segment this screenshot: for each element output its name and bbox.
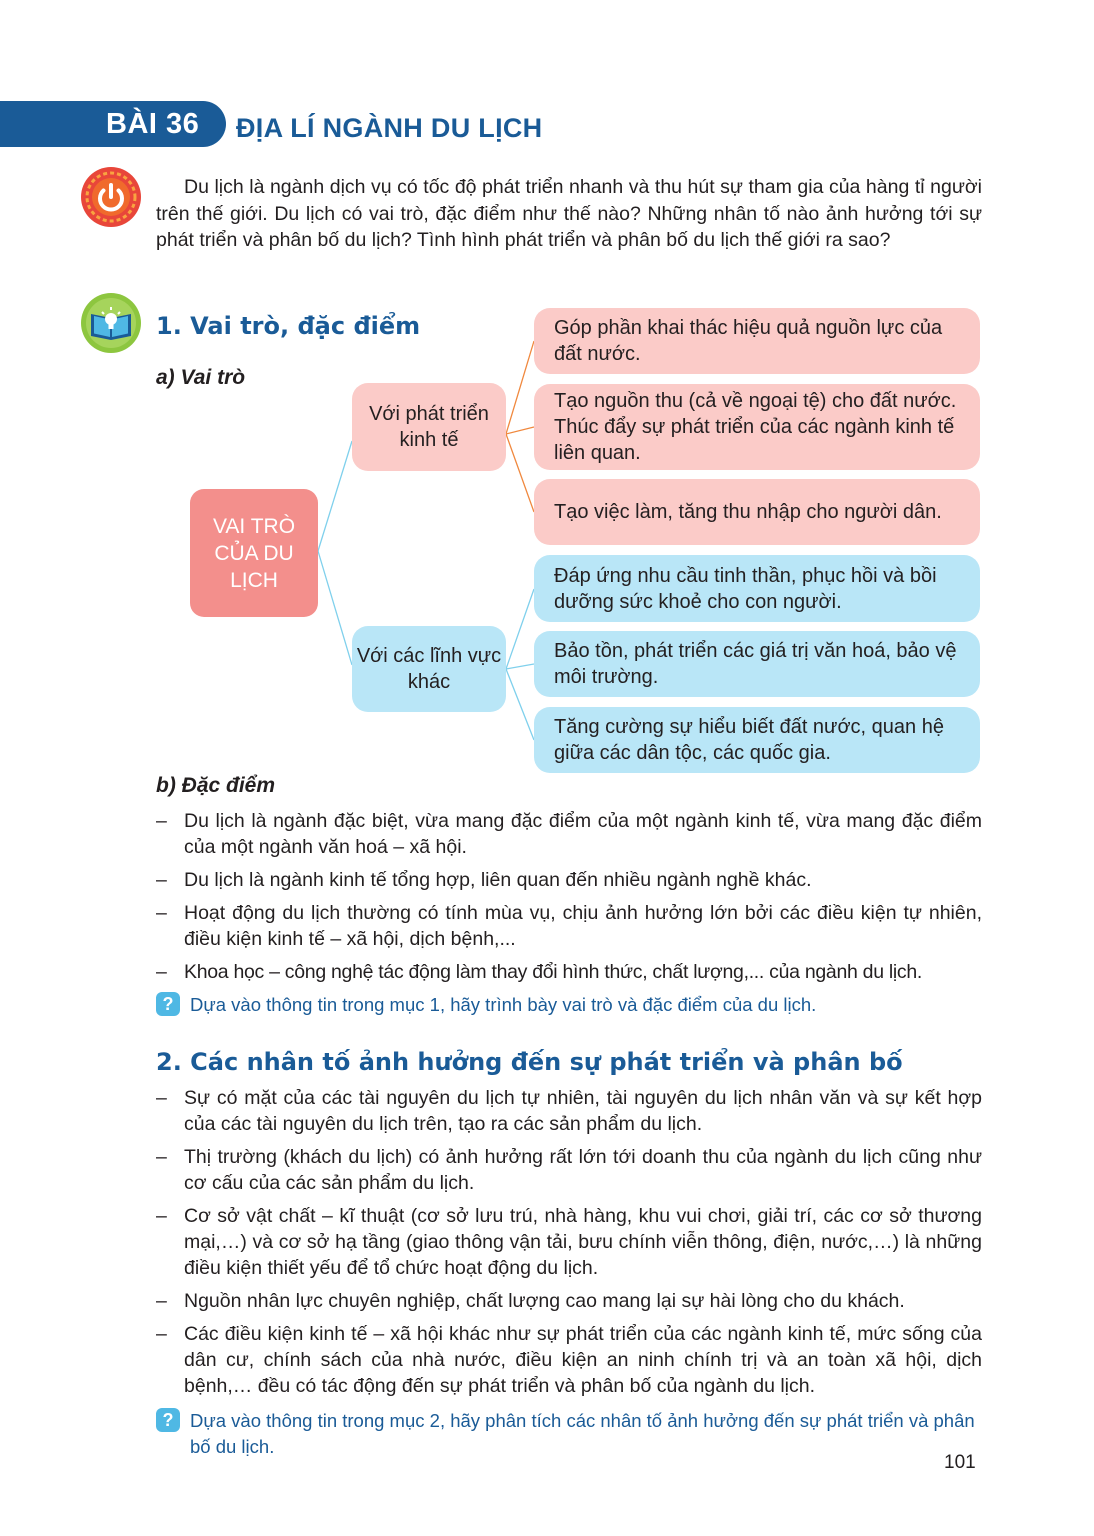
question-icon: ? bbox=[156, 1408, 180, 1432]
list-item bbox=[156, 959, 982, 985]
question-icon: ? bbox=[156, 992, 180, 1016]
list-dash: – bbox=[156, 1205, 167, 1227]
economy-item-2: Tạo nguồn thu (cả về ngoại tệ) cho đất nước. Thúc đẩy sự phát triển của các ngành kinh tế liên quan. bbox=[534, 384, 980, 470]
list-dash: – bbox=[156, 1146, 167, 1168]
connector-root-economy bbox=[318, 441, 352, 551]
connector-other-2 bbox=[506, 664, 534, 669]
mindmap-other-node: Với các lĩnh vực khác bbox=[352, 626, 506, 712]
lesson-tab bbox=[0, 101, 226, 147]
section-1-heading: 1. Vai trò, đặc điểm bbox=[156, 312, 421, 340]
list-item-text: Du lịch là ngành đặc biệt, vừa mang đặc điểm của một ngành kinh tế, vừa mang đặc điểm của một ngành văn hoá – xã hội. bbox=[184, 810, 982, 858]
list-item bbox=[156, 867, 982, 893]
list-item-text: Cơ sở vật chất – kĩ thuật (cơ sở lưu trú, nhà hàng, khu vui chơi, giải trí, các cơ sở thương mại,…) và cơ sở hạ tầng (giao thông vận tải, bưu chính viễn thông, điện, nước,…) là những điều kiện thiết yếu để tổ chức hoạt động du lịch. bbox=[184, 1205, 982, 1279]
connector-economy-3 bbox=[506, 434, 534, 512]
connector-other-1 bbox=[506, 589, 534, 669]
connector-economy-1 bbox=[506, 341, 534, 434]
list-dash: – bbox=[156, 1290, 167, 1312]
connector-root-other bbox=[318, 551, 352, 665]
subheading-features: b) Đặc điểm bbox=[156, 774, 276, 797]
list-item bbox=[156, 1085, 982, 1137]
list-dash: – bbox=[156, 810, 167, 832]
list-item-text: Sự có mặt của các tài nguyên du lịch tự nhiên, tài nguyên du lịch nhân văn và sự kết hợp của các tài nguyên du lịch trên, tạo ra các sản phẩm du lịch. bbox=[184, 1087, 982, 1135]
other-item-3: Tăng cường sự hiểu biết đất nước, quan hệ giữa các dân tộc, các quốc gia. bbox=[534, 707, 980, 773]
list-item bbox=[156, 1144, 982, 1196]
mindmap-economy-node: Với phát triển kinh tế bbox=[352, 383, 506, 471]
subheading-roles: a) Vai trò bbox=[156, 366, 246, 389]
features-list bbox=[156, 808, 982, 992]
factors-list bbox=[156, 1085, 982, 1406]
page-number: 101 bbox=[944, 1452, 976, 1473]
intro-paragraph: Du lịch là ngành dịch vụ có tốc độ phát triển nhanh và thu hút sự tham gia của hàng tỉ người trên thế giới. Du lịch có vai trò, đặc điểm như thế nào? Những nhân tố nào ảnh hưởng tới sự phát triển và phân bố du lịch? Tình hình phát triển và phân bố du lịch thế giới ra sao? bbox=[156, 176, 982, 251]
list-item-text: Thị trường (khách du lịch) có ảnh hưởng rất lớn tới doanh thu của ngành du lịch cũng như cơ cấu của các sản phẩm du lịch. bbox=[184, 1146, 982, 1194]
economy-item-3: Tạo việc làm, tăng thu nhập cho người dân. bbox=[534, 479, 980, 545]
list-dash: – bbox=[156, 1323, 167, 1345]
list-item bbox=[156, 808, 982, 860]
list-item bbox=[156, 1203, 982, 1281]
question-2 bbox=[156, 1408, 982, 1460]
list-item-text: Du lịch là ngành kinh tế tổng hợp, liên quan đến nhiều ngành nghề khác. bbox=[184, 869, 812, 891]
question-2-text: Dựa vào thông tin trong mục 2, hãy phân tích các nhân tố ảnh hưởng đến sự phát triển và phân bố du lịch. bbox=[190, 1410, 975, 1457]
list-item-text: Hoạt động du lịch thường có tính mùa vụ, chịu ảnh hưởng lớn bởi các điều kiện tự nhiên, điều kiện kinh tế – xã hội, dịch bệnh,... bbox=[184, 902, 982, 950]
book-lightbulb-icon bbox=[80, 292, 142, 354]
section-2-heading: 2. Các nhân tố ảnh hưởng đến sự phát triển và phân bố bbox=[156, 1048, 903, 1076]
list-dash: – bbox=[156, 869, 167, 891]
list-dash: – bbox=[156, 1087, 167, 1109]
connector-economy-2 bbox=[506, 427, 534, 434]
power-icon bbox=[80, 166, 142, 228]
other-item-2: Bảo tồn, phát triển các giá trị văn hoá, bảo vệ môi trường. bbox=[534, 631, 980, 697]
list-dash: – bbox=[156, 961, 167, 983]
connector-other-3 bbox=[506, 669, 534, 740]
list-item-text: Các điều kiện kinh tế – xã hội khác như sự phát triển của các ngành kinh tế, mức sống của dân cư, chính sách của nhà nước, điều kiện an ninh chính trị và an toàn xã hội, dịch bệnh,… đều có tác động đến sự phát triển và phân bố của ngành du lịch. bbox=[184, 1323, 982, 1397]
other-item-1: Đáp ứng nhu cầu tinh thần, phục hồi và bồi dưỡng sức khoẻ cho con người. bbox=[534, 555, 980, 622]
list-item-text: Nguồn nhân lực chuyên nghiệp, chất lượng cao mang lại sự hài lòng cho du khách. bbox=[184, 1290, 905, 1312]
list-item bbox=[156, 1321, 982, 1399]
question-1 bbox=[156, 992, 982, 1018]
lesson-title: ĐỊA LÍ NGÀNH DU LỊCH bbox=[236, 113, 543, 143]
list-dash: – bbox=[156, 902, 167, 924]
list-item-text: Khoa học – công nghệ tác động làm thay đổi hình thức, chất lượng,... của ngành du lịch. bbox=[184, 961, 923, 983]
question-1-text: Dựa vào thông tin trong mục 1, hãy trình bày vai trò và đặc điểm của du lịch. bbox=[190, 994, 817, 1015]
lesson-label: BÀI 36 bbox=[106, 108, 200, 140]
list-item bbox=[156, 1288, 982, 1314]
economy-item-1: Góp phần khai thác hiệu quả nguồn lực của đất nước. bbox=[534, 308, 980, 374]
list-item bbox=[156, 900, 982, 952]
mindmap-root: VAI TRÒ CỦA DU LỊCH bbox=[190, 489, 318, 617]
